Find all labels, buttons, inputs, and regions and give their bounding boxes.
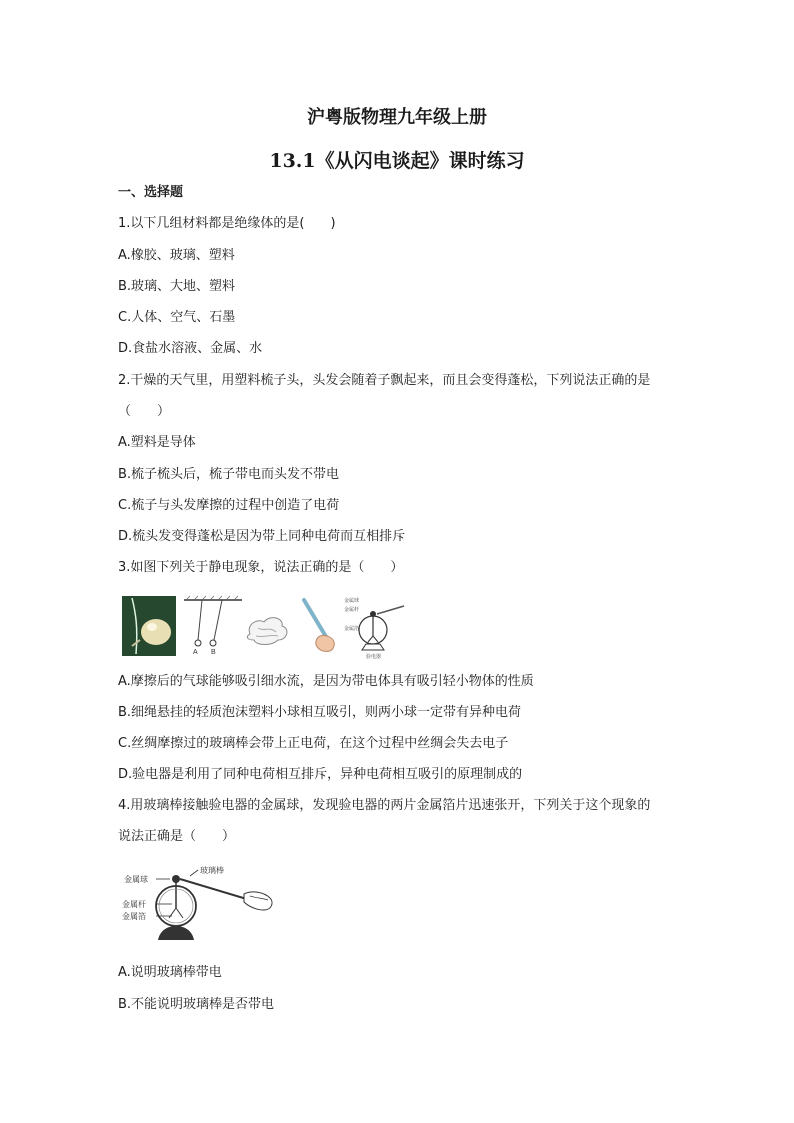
q1-option-d: D.食盐水溶液、金属、水 (118, 341, 263, 356)
metal-ball-label: 金属球 (124, 875, 148, 884)
q3-option-a: A.摩擦后的气球能够吸引细水流，是因为带电体具有吸引轻小物体的性质 (118, 674, 534, 689)
electroscope-caption: 验电器 (366, 654, 382, 660)
q2-stem-line2: （ ） (118, 404, 171, 419)
q3-option-c: C.丝绸摩擦过的玻璃棒会带上正电荷，在这个过程中丝绸会失去电子 (118, 736, 509, 751)
q2-option-b: B.梳子梳头后，梳子带电而头发不带电 (118, 467, 340, 482)
glass-rod-label: 玻璃棒 (200, 866, 224, 875)
metal-foil-label: 金属箔 (122, 912, 146, 921)
hanging-balls-figure (184, 596, 242, 656)
electroscope-rod-label: 金属杆 (344, 607, 360, 613)
q4-stem-line2: 说法正确是（ ） (118, 829, 236, 844)
q2-option-c: C.梳子与头发摩擦的过程中创造了电荷 (118, 498, 340, 513)
q1-stem: 1.以下几组材料都是绝缘体的是( ) (118, 216, 336, 231)
q3-stem: 3.如图下列关于静电现象，说法正确的是（ ） (118, 560, 404, 575)
q2-stem-line1: 2.干燥的天气里，用塑料梳子头，头发会随着子飘起来，而且会变得蓬松，下列说法正确的是 (118, 373, 651, 388)
ball-b-label: B (211, 649, 216, 656)
q4-option-b: B.不能说明玻璃棒是否带电 (118, 997, 275, 1012)
q2-option-d: D.梳头发变得蓬松是因为带上同种电荷而互相排斥 (118, 529, 406, 544)
q4-stem-line1: 4.用玻璃棒接触验电器的金属球，发现验电器的两片金属箔片迅速张开，下列关于这个现象的 (118, 798, 651, 813)
q1-option-b: B.玻璃、大地、塑料 (118, 279, 236, 294)
glass-rod-figure (304, 600, 334, 652)
section-heading: 一、选择题 (118, 185, 184, 200)
q4-option-a: A.说明玻璃棒带电 (118, 965, 222, 980)
metal-rod-label: 金属杆 (122, 900, 146, 909)
q2-option-a: A.塑料是导体 (118, 435, 196, 450)
silk-cloth-figure (247, 618, 287, 645)
q4-electroscope-figure (118, 860, 278, 948)
q1-option-a: A.橡胶、玻璃、塑料 (118, 248, 235, 263)
q3-figure-strip (118, 594, 418, 660)
balloon-water-photo (122, 596, 176, 656)
q3-option-b: B.细绳悬挂的轻质泡沫塑料小球相互吸引，则两小球一定带有异种电荷 (118, 705, 522, 720)
q3-option-d: D.验电器是利用了同种电荷相互排斥，异种电荷相互吸引的原理制成的 (118, 767, 523, 782)
electroscope-foil-label: 金属箔 (344, 626, 360, 632)
page-subtitle: 13.1《从闪电谈起》课时练习 (269, 150, 525, 172)
page-title: 沪粤版物理九年级上册 (307, 107, 487, 128)
q1-option-c: C.人体、空气、石墨 (118, 310, 236, 325)
ball-a-label: A (193, 649, 198, 656)
electroscope-ball-label: 金属球 (344, 598, 360, 604)
electroscope-diagram (344, 597, 404, 660)
